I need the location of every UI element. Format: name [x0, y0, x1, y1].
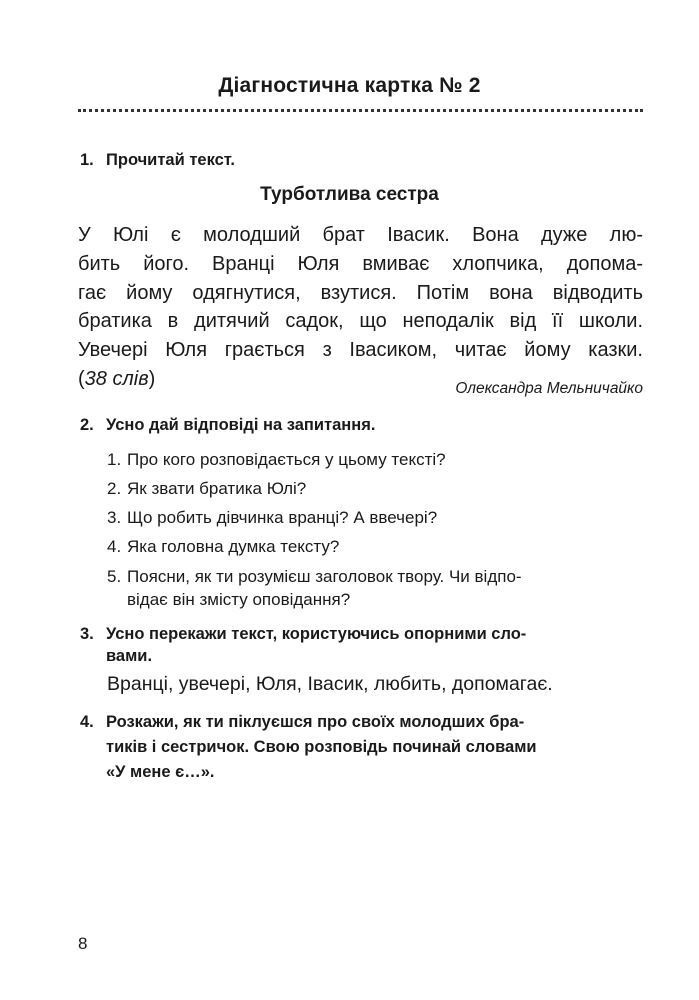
question-text: Яка головна думка тексту? — [127, 537, 340, 556]
story-line: гає йому одягнутися, взутися. Потім вона відводить — [78, 281, 643, 304]
word-count-open: ( — [78, 367, 85, 390]
page-title: Діагностична картка № 2 — [218, 74, 481, 97]
word-count-value: 38 слів — [84, 367, 149, 390]
task-2-heading — [80, 416, 375, 435]
word-count-close: ) — [148, 367, 156, 390]
question-item — [107, 506, 437, 529]
task-4-number: 4. — [80, 713, 94, 731]
support-words: Вранці, увечері, Юля, Івасик, любить, допомагає. — [107, 673, 553, 695]
page-number: 8 — [78, 934, 88, 953]
task-3-text-line1: Усно перекажи текст, користуючись опорними сло- — [106, 625, 527, 643]
task-4-text-line3: «У мене є…». — [106, 763, 215, 781]
question-number: 2. — [107, 479, 122, 498]
question-text: Що робить дівчинка вранці? А ввечері? — [127, 508, 438, 527]
question-number: 1. — [107, 450, 122, 469]
task-4-text-line1: Розкажи, як ти піклуєшся про своїх молодших бра- — [106, 713, 525, 731]
task-2-number: 2. — [80, 416, 94, 434]
question-item — [107, 535, 339, 558]
question-text-continued: відає він змісту оповідання? — [127, 590, 351, 609]
question-text: Поясни, як ти розумієш заголовок твору. Чи відпо- — [127, 567, 522, 586]
story-line: братика в дитячий садок, що неподалік від її школи. — [78, 310, 643, 333]
task-4-text-line2: тиків і сестричок. Свою розповідь починай словами — [106, 738, 537, 756]
question-number: 4. — [107, 537, 122, 556]
question-item — [107, 477, 306, 500]
task-4-heading — [80, 710, 650, 785]
question-text: Про кого розповідається у цьому тексті? — [127, 450, 446, 469]
story-line: У Юлі є молодший брат Івасик. Вона дуже лю- — [78, 224, 643, 246]
dotted-divider — [78, 109, 643, 112]
question-item — [107, 565, 522, 611]
question-number: 3. — [107, 508, 122, 527]
story-title: Турботлива сестра — [260, 184, 439, 205]
story-line: бить його. Вранці Юля вмиває хлопчика, допома- — [78, 252, 643, 275]
story-author: Олександра Мельничайко — [455, 380, 643, 397]
story-line: Увечері Юля грається з Івасиком, читає йому казки. — [78, 339, 643, 362]
task-3-number: 3. — [80, 625, 94, 643]
task-3-heading — [80, 623, 645, 667]
task-1-number: 1. — [80, 151, 94, 169]
question-item — [107, 448, 446, 471]
task-3-text-line2: вами. — [106, 647, 153, 665]
task-2-text: Усно дай відповіді на запитання. — [106, 416, 376, 434]
task-1-text: Прочитай текст. — [106, 151, 236, 169]
story-text — [78, 221, 643, 394]
task-1-heading — [80, 151, 235, 170]
question-number: 5. — [107, 567, 122, 586]
question-text: Як звати братика Юлі? — [127, 479, 307, 498]
